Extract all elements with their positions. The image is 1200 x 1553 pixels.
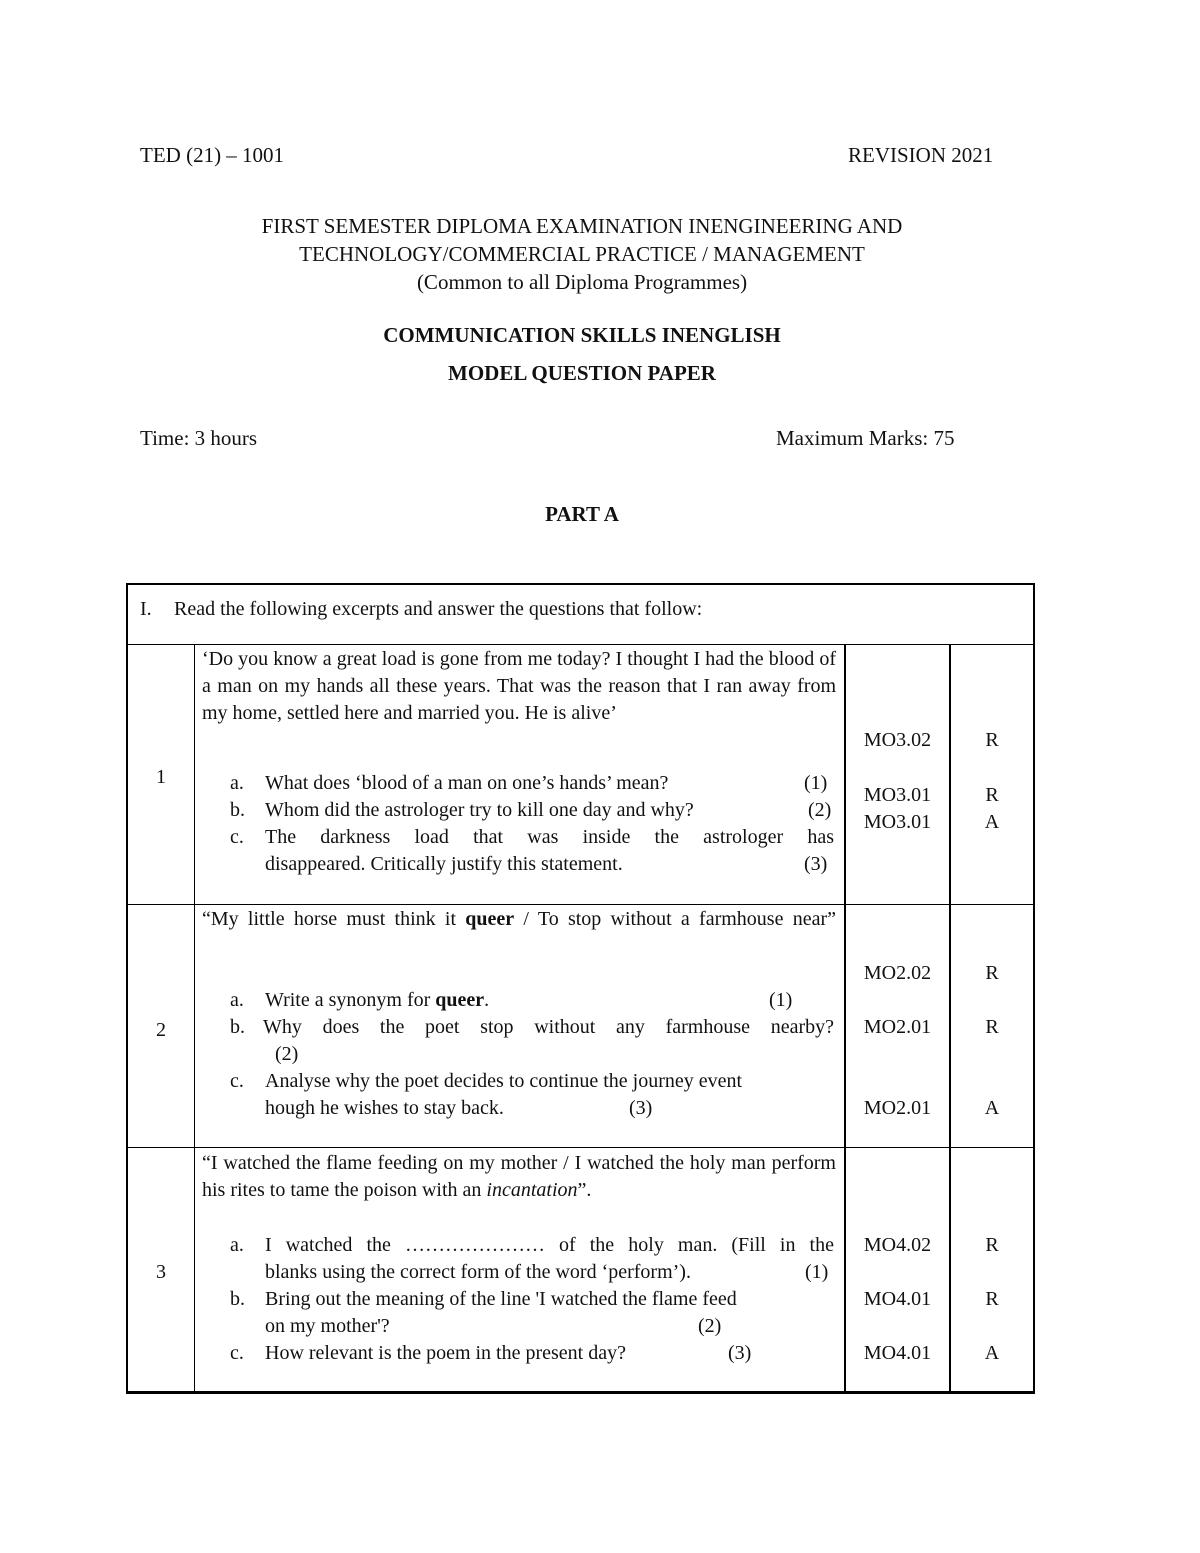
sub-question-text-cont: hough he wishes to stay back. — [265, 1097, 504, 1119]
sub-question-text-cont: blanks using the correct form of the word ‘perform’). — [265, 1261, 691, 1283]
time-label: Time: 3 hours — [140, 426, 258, 450]
paper-type: MODEL QUESTION PAPER — [448, 361, 716, 385]
module-outcome: MO4.01 — [863, 1288, 932, 1310]
cognitive-level: R — [985, 1234, 999, 1256]
sub-question-text: What does ‘blood of a man on one’s hands’ mean? — [265, 772, 669, 794]
module-outcome: MO4.01 — [863, 1342, 932, 1364]
cognitive-level: A — [984, 1097, 1000, 1119]
cognitive-level: R — [985, 1288, 999, 1310]
question-number: 3 — [156, 1261, 166, 1283]
exam-title-line3: (Common to all Diploma Programmes) — [416, 270, 748, 294]
sub-question-text: Bring out the meaning of the line 'I watched the flame feed — [265, 1288, 737, 1310]
question-passage: ‘Do you know a great load is gone from me today? I thought I had the blood of a man on my hands all these years. That was the reason that I ran away from my home, settled here and married you. He is alive’ — [202, 648, 836, 724]
paper-code: TED (21) – 1001 — [140, 143, 285, 167]
sub-question-label: c. — [230, 1070, 244, 1092]
exam-title-line1: FIRST SEMESTER DIPLOMA EXAMINATION INENGINEERING AND — [261, 214, 903, 238]
sub-question-label: a. — [230, 1234, 244, 1256]
sub-question-label: a. — [230, 989, 244, 1011]
cognitive-level: R — [985, 962, 999, 984]
sub-question-text: How relevant is the poem in the present day? — [265, 1342, 626, 1364]
cognitive-level: R — [985, 729, 999, 751]
sub-question-label: a. — [230, 772, 244, 794]
question-passage: “I watched the flame feeding on my mother / I watched the holy man perform his rites to tame the poison with an incantation”. — [202, 1152, 836, 1201]
question-passage: “My little horse must think it queer / To stop without a farmhouse near” — [202, 908, 836, 930]
max-marks-label: Maximum Marks: 75 — [776, 426, 955, 450]
cognitive-level: R — [985, 1016, 999, 1038]
sub-question-marks: (2) — [808, 799, 832, 821]
module-outcome: MO2.02 — [863, 962, 932, 984]
module-outcome: MO4.02 — [863, 1234, 932, 1256]
cognitive-level: R — [985, 784, 999, 806]
module-outcome: MO3.01 — [863, 784, 932, 806]
section-roman: I. — [140, 598, 152, 620]
sub-question-label: b. — [230, 1288, 245, 1310]
sub-question-marks: (1) — [804, 772, 828, 794]
sub-question-text: Analyse why the poet decides to continue the journey event — [265, 1070, 743, 1092]
exam-title-line2: TECHNOLOGY/COMMERCIAL PRACTICE / MANAGEMENT — [299, 242, 865, 266]
sub-question-text: The darkness load that was inside the astrologer has — [265, 826, 834, 848]
sub-question-marks: (3) — [629, 1097, 653, 1119]
part-heading: PART A — [545, 502, 619, 526]
sub-question-marks: (1) — [805, 1261, 829, 1283]
revision-label: REVISION 2021 — [848, 143, 994, 167]
sub-question-text-cont: on my mother'? — [265, 1315, 390, 1337]
module-outcome: MO2.01 — [863, 1016, 932, 1038]
cognitive-level: A — [984, 1342, 1000, 1364]
module-outcome: MO2.01 — [863, 1097, 932, 1119]
subject-title: COMMUNICATION SKILLS INENGLISH — [383, 323, 781, 347]
sub-question-marks: (2) — [275, 1043, 299, 1065]
sub-question-marks: (2) — [698, 1315, 722, 1337]
module-outcome: MO3.01 — [863, 811, 932, 833]
question-number: 2 — [156, 1019, 166, 1041]
question-number: 1 — [156, 766, 166, 788]
section-instruction: Read the following excerpts and answer the questions that follow: — [174, 598, 703, 620]
sub-question-marks: (3) — [804, 853, 828, 875]
sub-question-text: Write a synonym for queer. — [265, 989, 490, 1011]
sub-question-label: c. — [230, 1342, 244, 1364]
module-outcome: MO3.02 — [863, 729, 932, 751]
sub-question-marks: (3) — [728, 1342, 752, 1364]
sub-question-marks: (1) — [769, 989, 793, 1011]
sub-question-text-cont: disappeared. Critically justify this statement. — [265, 853, 623, 875]
sub-question-text: I watched the ………………… of the holy man. (Fill in the — [265, 1234, 834, 1256]
sub-question-text: Why does the poet stop without any farmhouse nearby? — [263, 1016, 834, 1038]
cognitive-level: A — [984, 811, 1000, 833]
sub-question-label: b. — [230, 1016, 245, 1038]
sub-question-label: b. — [230, 799, 245, 821]
sub-question-label: c. — [230, 826, 244, 848]
sub-question-text: Whom did the astrologer try to kill one day and why? — [265, 799, 694, 821]
